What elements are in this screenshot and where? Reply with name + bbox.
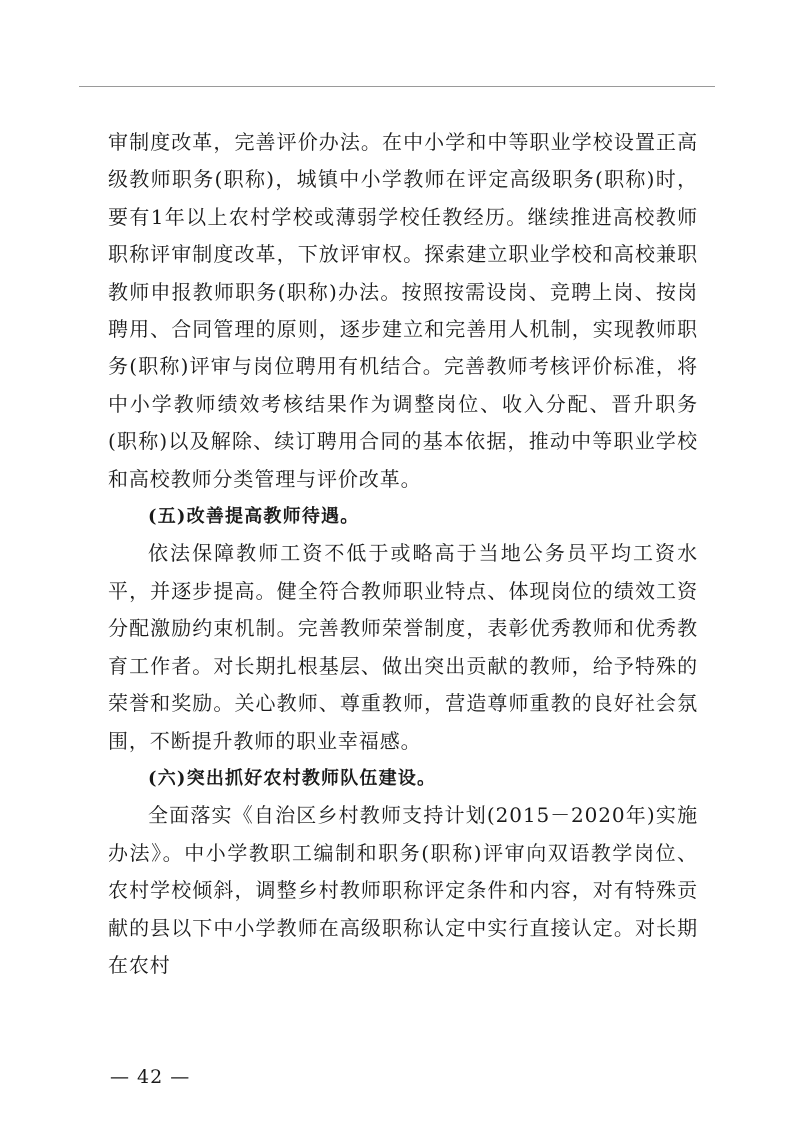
section-heading-5: (五)改善提高教师待遇。 [148,506,360,528]
page-number: — 42 — [110,1066,191,1088]
header-rule [79,86,715,87]
paragraph-2: 依法保障教师工资不低于或略高于当地公务员平均工资水平，并逐步提高。健全符合教师职业特点、体现岗位的绩效工资分配激励约束机制。完善教师荣誉制度，表彰优秀教师和优秀教育工作者。对长期扎根基层、做出突出贡献的教师，给予特殊的荣誉和奖励。关心教师、尊重教师，营造尊师重教的良好社会氛围，不断提升教师的职业幸福感。 [108,541,698,753]
document-body [108,124,698,984]
paragraph-1: 审制度改革，完善评价办法。在中小学和中等职业学校设置正高级教师职务(职称)，城镇中小学教师在评定高级职务(职称)时，要有1年以上农村学校或薄弱学校任教经历。继续推进高校教师职称评审制度改革，下放评审权。探索建立职业学校和高校兼职教师申报教师职务(职称)办法。按照按需设岗、竞聘上岗、按岗聘用、合同管理的原则，逐步建立和完善用人机制，实现教师职务(职称)评审与岗位聘用有机结合。完善教师考核评价标准，将中小学教师绩效考核结果作为调整岗位、收入分配、晋升职务(职称)以及解除、续订聘用合同的基本依据，推动中等职业学校和高校教师分类管理与评价改革。 [108,130,698,491]
section-heading-6: (六)突出抓好农村教师队伍建设。 [148,767,437,789]
paragraph-3: 全面落实《自治区乡村教师支持计划(2015－2020年)实施办法》。中小学教职工编制和职务(职称)评审向双语教学岗位、农村学校倾斜，调整乡村教师职称评定条件和内容，对有特殊贡献的县以下中小学教师在高级职称认定中实行直接认定。对长期在农村 [108,803,698,977]
